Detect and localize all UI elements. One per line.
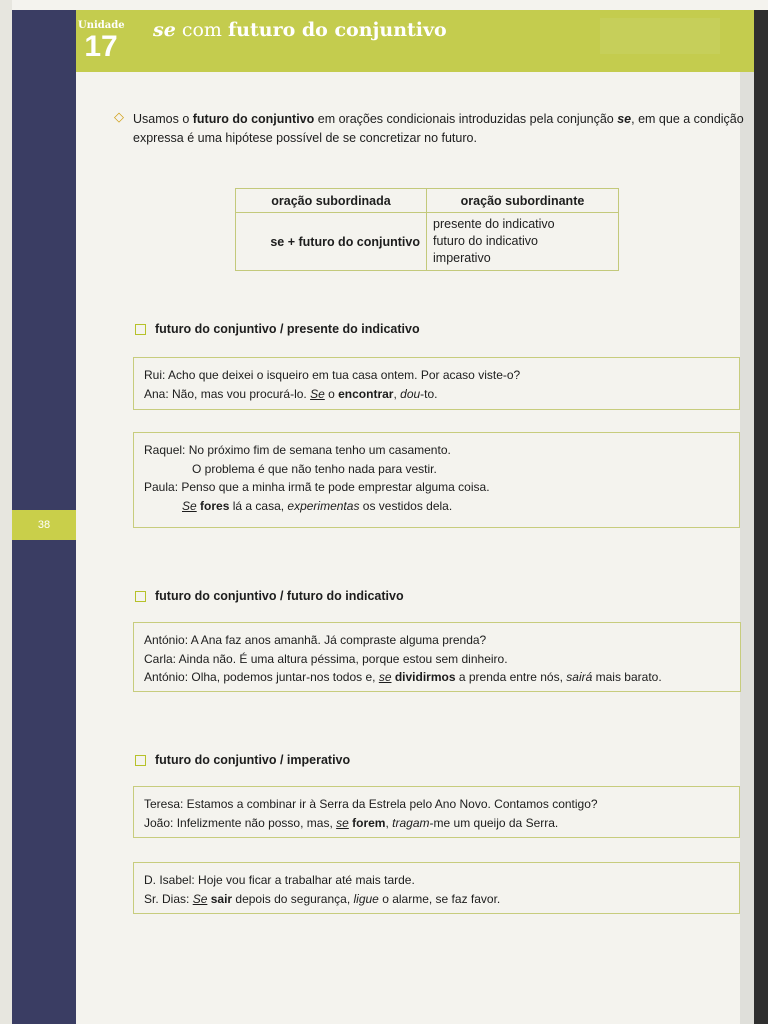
dialog-text: -me um queijo da Serra. [429,815,559,830]
verb-main-clause: sairá [566,670,593,684]
verb-main-clause: tragam [392,815,430,830]
dialog-text: António: Olha, podemos juntar-nos todos e, [144,670,379,684]
se-word: Se [310,386,325,401]
dialog-line: D. Isabel: Hoje vou ficar a trabalhar até mais tarde. [144,873,415,887]
dialog-text: Ana: Não, mas vou procurá-lo. [144,386,311,401]
section-title: futuro do conjuntivo / presente do indicativo [155,322,420,336]
section-title: futuro do conjuntivo / imperativo [155,753,351,767]
checkbox-icon [135,324,146,335]
se-word: se [336,815,349,830]
table-header-subordinante: oração subordinante [427,189,619,213]
dialog-box-2 [133,432,740,528]
verb-main-clause: ligue [353,891,379,906]
right-page-edge [754,10,768,1024]
dialog-text: mais barato. [592,670,662,684]
dialog-text: , [393,386,401,401]
title-com: com [181,19,222,41]
dialog-line: Carla: Ainda não. É uma altura péssima, porque estou sem dinheiro. [144,651,508,666]
dialog-box-5 [133,862,740,914]
dialog-box-4 [133,786,740,838]
dialog-box-3 [133,622,741,692]
dialog-text: os vestidos dela. [359,498,453,513]
dialog-line [144,814,729,833]
verb-futuro-conjuntivo: sair [210,891,233,906]
dialog-text: lá a casa, [229,498,288,513]
grammar-table [235,188,619,271]
verb-main-clause: experimentas [287,498,360,513]
table-tense-item: imperativo [433,251,491,265]
section-heading-presente [135,322,420,336]
table-cell-tenses [427,213,619,271]
dialog-text: -to. [420,386,438,401]
dialog-line: Raquel: No próximo fim de semana tenho um casamento. [144,443,451,457]
dialog-line [144,890,729,909]
intro-bold-1: futuro do conjuntivo [192,112,315,126]
se-word: Se [192,891,208,906]
intro-paragraph [133,110,745,148]
table-tense-item: futuro do indicativo [433,234,538,248]
intro-bold-2: se [617,112,632,126]
intro-text-1: Usamos o [133,112,193,126]
dialog-text: , [385,815,393,830]
dialog-line: Paula: Penso que a minha irmã te pode emprestar alguma coisa. [144,480,490,494]
section-heading-futuro [135,589,404,603]
dialog-box-1 [133,357,740,410]
intro-text-2: em orações condicionais introduzidas pela conjunção [314,112,618,126]
dialog-line: O problema é que não tenho nada para vestir. [192,461,437,476]
verb-futuro-conjuntivo: fores [200,498,230,513]
dialog-line: Teresa: Estamos a combinar ir à Serra da Estrela pelo Ano Novo. Contamos contigo? [144,797,598,811]
intro-text-3: , em que a condição expressa é uma hipótese possível de se concretizar no futuro. [133,112,744,145]
se-word: Se [182,498,197,513]
se-word: se [378,670,392,684]
dialog-text: a prenda entre nós, [455,670,567,684]
unit-label: Unidade [78,20,125,31]
header-bleed-through [600,18,720,54]
diamond-bullet-icon: ◇ [114,109,124,124]
dialog-text: João: Infelizmente não posso, mas, [144,815,337,830]
title-se: se [153,19,176,41]
page-number: 38 [37,519,51,531]
dialog-text: o [324,386,339,401]
section-heading-imperativo [135,753,350,767]
table-header-subordinada: oração subordinada [236,189,427,213]
dialog-line: Rui: Acho que deixei o isqueiro em tua casa ontem. Por acaso viste-o? [144,368,521,382]
verb-futuro-conjuntivo: dividirmos [394,670,456,684]
section-title: futuro do conjuntivo / futuro do indicativo [155,589,404,603]
dialog-text: o alarme, se faz favor. [378,891,501,906]
page-gutter [0,0,12,1024]
title-topic: futuro do conjuntivo [228,19,447,41]
table-tense-item: presente do indicativo [433,217,555,231]
checkbox-icon [135,755,146,766]
dialog-text: Sr. Dias: [144,891,193,906]
dialog-line [144,385,729,404]
page-title [153,19,447,41]
dialog-line: António: A Ana faz anos amanhã. Já compraste alguma prenda? [144,633,487,647]
dialog-line [144,668,730,687]
verb-futuro-conjuntivo: forem [352,815,386,830]
checkbox-icon [135,591,146,602]
table-cell-se-futuro: se + futuro do conjuntivo [236,213,427,271]
dialog-text: depois do segurança, [232,891,354,906]
unit-number: 17 [84,30,118,63]
verb-main-clause: dou [400,386,421,401]
dialog-line [144,497,729,516]
verb-futuro-conjuntivo: encontrar [338,386,394,401]
